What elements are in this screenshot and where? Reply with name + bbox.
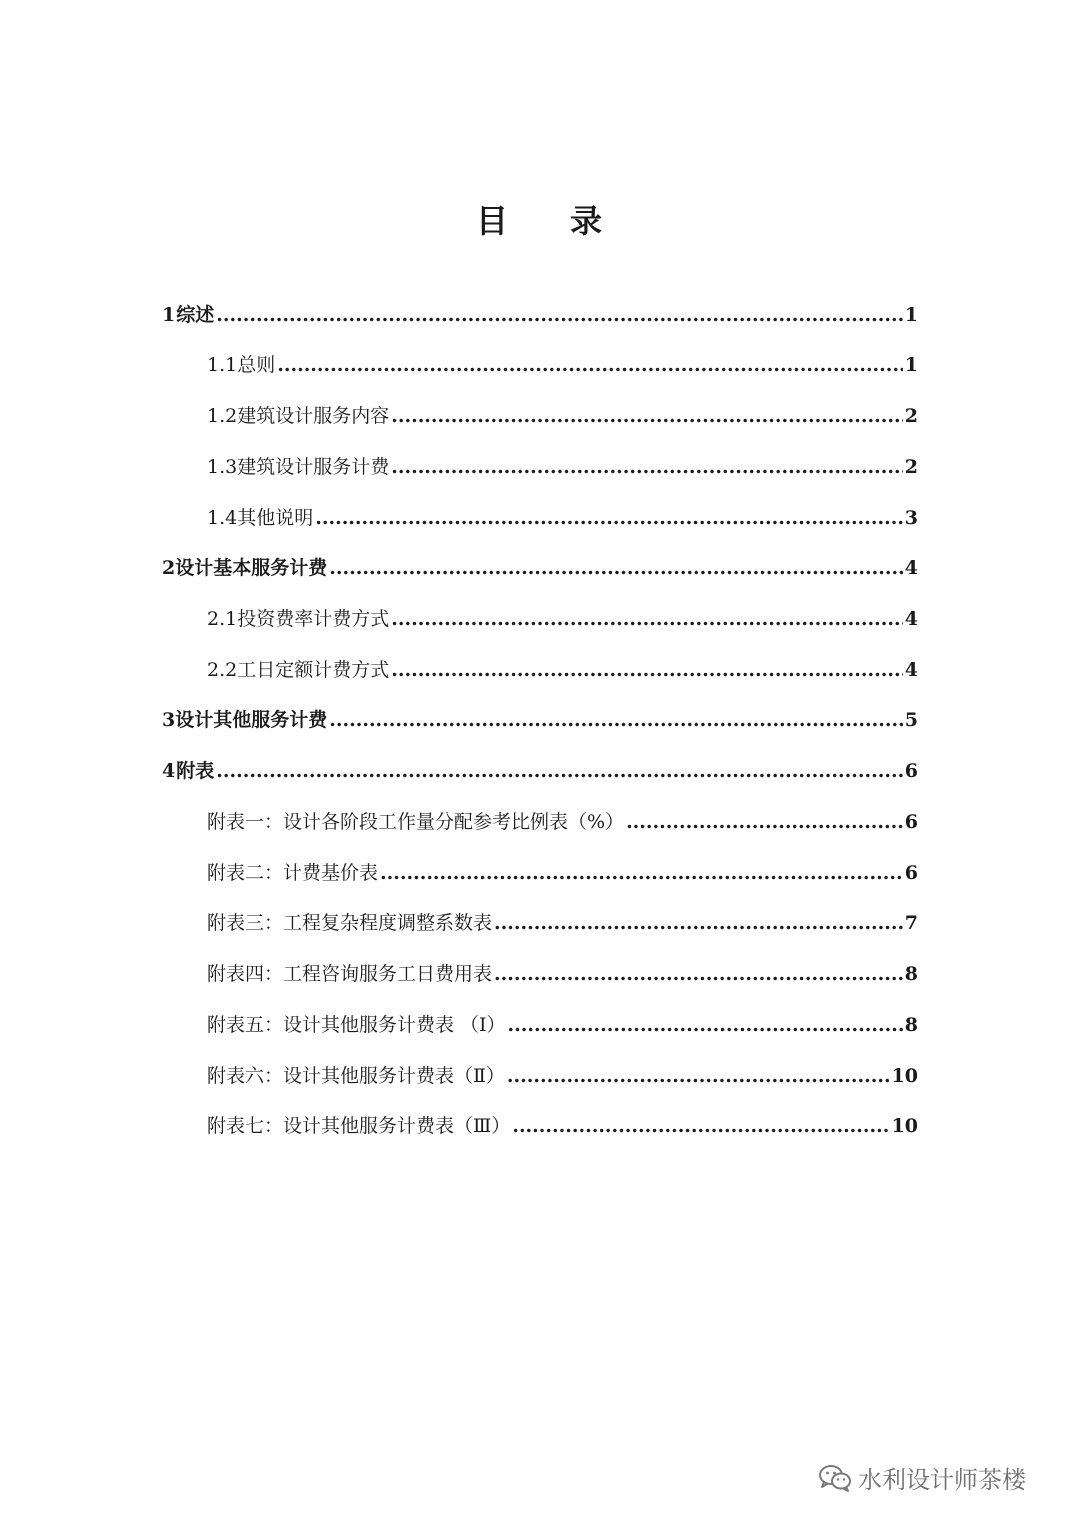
toc-number: 1.4 — [207, 507, 238, 529]
toc-label: 工日定额计费方式 — [237, 659, 390, 681]
toc-label: 附表四：工程咨询服务工日费用表 — [207, 963, 493, 985]
toc-entry-appendix-6[interactable] — [207, 1061, 918, 1091]
toc-label: 设计其他服务计费 — [175, 709, 328, 731]
toc-page-number: 5 — [904, 709, 918, 731]
toc-page-number: 10 — [891, 1115, 918, 1137]
toc-label: 综述 — [176, 304, 215, 326]
toc-page-number: 6 — [904, 811, 918, 833]
toc-label: 附表一：设计各阶段工作量分配参考比例表（%） — [207, 811, 625, 833]
toc-label: 建筑设计服务内容 — [237, 405, 390, 427]
toc-number: 2.1 — [207, 608, 238, 630]
toc-leader-dots — [216, 756, 903, 786]
watermark-text: 水利设计师茶楼 — [858, 1466, 1026, 1494]
toc-leader-dots — [329, 553, 903, 583]
wechat-icon — [818, 1464, 852, 1492]
toc-leader-dots — [380, 858, 903, 888]
toc-page-number: 4 — [904, 659, 918, 681]
toc-page-number: 4 — [904, 557, 918, 579]
toc-page-number: 1 — [904, 304, 918, 326]
toc-label: 设计基本服务计费 — [175, 557, 328, 579]
title-char-1: 目 — [475, 202, 510, 240]
toc-leader-dots — [315, 503, 903, 533]
toc-label: 附表五：设计其他服务计费表 （Ⅰ） — [207, 1014, 506, 1036]
toc-leader-dots — [277, 350, 903, 380]
toc-entry-2-1[interactable] — [207, 604, 918, 634]
toc-leader-dots — [391, 604, 903, 634]
toc-number: 1.1 — [207, 354, 238, 376]
title-char-2: 录 — [570, 202, 605, 240]
toc-page-number: 8 — [904, 963, 918, 985]
toc-leader-dots — [391, 452, 903, 482]
toc-entry-appendix-2[interactable] — [207, 858, 918, 888]
toc-label: 其他说明 — [237, 507, 314, 529]
toc-number: 1 — [162, 304, 176, 326]
toc-number: 2.2 — [207, 659, 238, 681]
toc-label: 总则 — [237, 354, 276, 376]
toc-label: 附表三：工程复杂程度调整系数表 — [207, 912, 493, 934]
toc-label: 附表二：计费基价表 — [207, 862, 379, 884]
toc-entry-appendix-7[interactable] — [207, 1111, 918, 1141]
toc-entry-2-2[interactable] — [207, 655, 918, 685]
toc-entry-4[interactable] — [162, 756, 918, 786]
toc-leader-dots — [391, 401, 903, 431]
toc-leader-dots — [626, 807, 903, 837]
toc-entry-1-4[interactable] — [207, 503, 918, 533]
toc-page-number: 1 — [904, 354, 918, 376]
toc-label: 附表 — [176, 760, 215, 782]
toc-entry-1[interactable] — [162, 300, 918, 330]
toc-leader-dots — [216, 300, 903, 330]
toc-number: 3 — [162, 709, 176, 731]
toc-number: 1.2 — [207, 405, 238, 427]
toc-leader-dots — [329, 705, 903, 735]
toc-page-number: 6 — [904, 862, 918, 884]
toc-page-number: 2 — [904, 456, 918, 478]
toc-leader-dots — [508, 1010, 903, 1040]
toc-entry-appendix-3[interactable] — [207, 908, 918, 938]
toc-leader-dots — [512, 1111, 889, 1141]
toc-label: 建筑设计服务计费 — [237, 456, 390, 478]
toc-entry-1-2[interactable] — [207, 401, 918, 431]
toc-page-number: 2 — [904, 405, 918, 427]
toc-label: 投资费率计费方式 — [237, 608, 390, 630]
watermark — [818, 1460, 1026, 1495]
toc-number: 4 — [162, 760, 176, 782]
toc-number: 1.3 — [207, 456, 238, 478]
toc-page-number: 10 — [891, 1065, 918, 1087]
toc-page-number: 7 — [904, 912, 918, 934]
toc-entry-3[interactable] — [162, 705, 918, 735]
toc-label: 附表六：设计其他服务计费表（Ⅱ） — [207, 1065, 505, 1087]
toc-leader-dots — [507, 1061, 890, 1091]
toc-entry-1-3[interactable] — [207, 452, 918, 482]
toc-page-number: 8 — [904, 1014, 918, 1036]
toc-entry-1-1[interactable] — [207, 350, 918, 380]
toc-page-number: 6 — [904, 760, 918, 782]
toc-label: 附表七：设计其他服务计费表（Ⅲ） — [207, 1115, 511, 1137]
toc-number: 2 — [162, 557, 176, 579]
page-title — [0, 196, 1080, 242]
toc-page-number: 4 — [904, 608, 918, 630]
toc-leader-dots — [494, 908, 903, 938]
toc-entry-appendix-5[interactable] — [207, 1010, 918, 1040]
toc-leader-dots — [391, 655, 903, 685]
toc-entry-appendix-4[interactable] — [207, 959, 918, 989]
toc-leader-dots — [494, 959, 903, 989]
toc-entry-2[interactable] — [162, 553, 918, 583]
toc-entry-appendix-1[interactable] — [207, 807, 918, 837]
toc-page-number: 3 — [904, 507, 918, 529]
